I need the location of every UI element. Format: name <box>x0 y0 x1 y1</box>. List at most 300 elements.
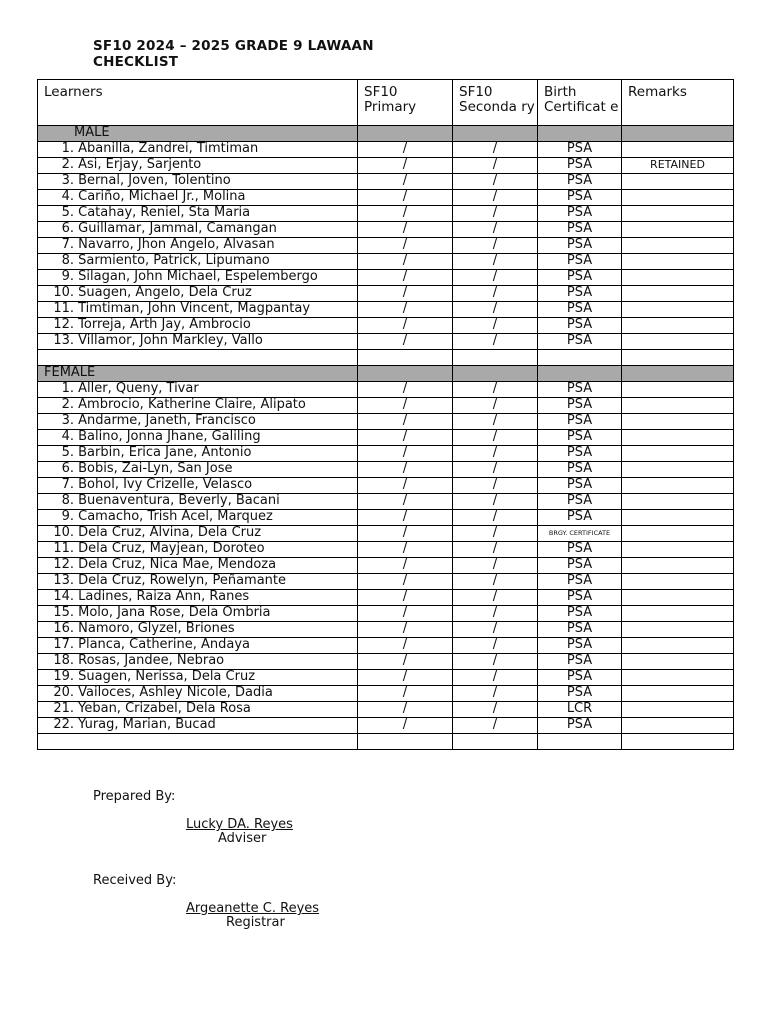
sf10-secondary-cell: / <box>453 222 538 238</box>
sf10-primary-cell: / <box>358 494 453 510</box>
blank-cell <box>453 350 538 366</box>
learner-name: Ambrocio, Katherine Claire, Alipato <box>78 397 306 412</box>
learner-name: Dela Cruz, Nica Mae, Mendoza <box>78 557 277 572</box>
table-row <box>38 334 734 350</box>
remarks-cell <box>622 702 734 718</box>
birth-certificate-cell: LCR <box>538 702 622 718</box>
learner-name: Planca, Catherine, Andaya <box>78 637 251 652</box>
sf10-primary-cell: / <box>358 382 453 398</box>
birth-certificate-cell: PSA <box>538 654 622 670</box>
learner-number: 12. <box>53 317 74 332</box>
learner-number: 1. <box>61 141 74 156</box>
section-male-row <box>38 126 734 142</box>
table-row <box>38 494 734 510</box>
learner-number: 7. <box>61 477 74 492</box>
learner-name: Dela Cruz, Rowelyn, Peñamante <box>78 573 286 588</box>
birth-certificate-cell: PSA <box>538 254 622 270</box>
remarks-cell <box>622 286 734 302</box>
remarks-cell <box>622 590 734 606</box>
table-row <box>38 382 734 398</box>
remarks-cell <box>622 430 734 446</box>
birth-certificate-cell: PSA <box>538 286 622 302</box>
blank-cell <box>358 350 453 366</box>
birth-certificate-cell: PSA <box>538 206 622 222</box>
blank-cell <box>538 350 622 366</box>
learner-number: 7. <box>61 237 74 252</box>
section-label-male: MALE <box>38 126 358 142</box>
learner-name: Sarmiento, Patrick, Lipumano <box>78 253 270 268</box>
sf10-secondary-cell: / <box>453 158 538 174</box>
table-row <box>38 318 734 334</box>
birth-certificate-cell: PSA <box>538 718 622 734</box>
learner-name: Vailoces, Ashley Nicole, Dadia <box>78 685 273 700</box>
learner-number: 14. <box>53 589 74 604</box>
sf10-primary-cell: / <box>358 238 453 254</box>
header-sf10-secondary: SF10 Seconda ry <box>453 80 538 126</box>
blank-cell <box>358 734 453 750</box>
sf10-primary-cell: / <box>358 686 453 702</box>
table-row <box>38 238 734 254</box>
sf10-secondary-cell: / <box>453 606 538 622</box>
table-row <box>38 526 734 542</box>
sf10-secondary-cell: / <box>453 318 538 334</box>
sf10-primary-cell: / <box>358 654 453 670</box>
learner-name: Andarme, Janeth, Francisco <box>78 413 256 428</box>
learner-cell <box>38 430 358 446</box>
learner-number: 17. <box>53 637 74 652</box>
learner-number: 11. <box>53 301 74 316</box>
learner-name: Cariño, Michael Jr., Molina <box>78 189 246 204</box>
learner-cell <box>38 334 358 350</box>
birth-certificate-cell: PSA <box>538 158 622 174</box>
learner-cell <box>38 382 358 398</box>
table-row <box>38 638 734 654</box>
learner-cell <box>38 558 358 574</box>
sf10-primary-cell: / <box>358 446 453 462</box>
birth-certificate-cell: PSA <box>538 430 622 446</box>
blank-row <box>38 350 734 366</box>
sf10-secondary-cell: / <box>453 494 538 510</box>
table-row <box>38 670 734 686</box>
learner-cell <box>38 302 358 318</box>
sf10-primary-cell: / <box>358 254 453 270</box>
sf10-primary-cell: / <box>358 286 453 302</box>
table-row <box>38 574 734 590</box>
sf10-secondary-cell: / <box>453 574 538 590</box>
birth-certificate-cell: BRGY. CERTIFICATE <box>538 526 622 542</box>
blank-cell <box>453 734 538 750</box>
sf10-primary-cell: / <box>358 542 453 558</box>
birth-certificate-cell: PSA <box>538 462 622 478</box>
learner-name: Dela Cruz, Alvina, Dela Cruz <box>78 525 262 540</box>
sf10-secondary-cell: / <box>453 174 538 190</box>
learner-name: Aller, Queny, Tivar <box>78 381 199 396</box>
received-by-role: Registrar <box>226 915 285 930</box>
table-row <box>38 686 734 702</box>
sf10-secondary-cell: / <box>453 526 538 542</box>
birth-certificate-cell: PSA <box>538 622 622 638</box>
table-row <box>38 158 734 174</box>
learner-cell <box>38 238 358 254</box>
remarks-cell <box>622 270 734 286</box>
sf10-primary-cell: / <box>358 206 453 222</box>
learner-name: Abanilla, Zandrei, Timtiman <box>78 141 259 156</box>
remarks-cell <box>622 414 734 430</box>
sf10-secondary-cell: / <box>453 206 538 222</box>
learner-number: 13. <box>53 573 74 588</box>
remarks-cell <box>622 334 734 350</box>
remarks-cell <box>622 558 734 574</box>
learner-cell <box>38 414 358 430</box>
sf10-primary-cell: / <box>358 718 453 734</box>
learner-number: 4. <box>61 189 74 204</box>
birth-certificate-cell: PSA <box>538 270 622 286</box>
table-row <box>38 606 734 622</box>
sf10-primary-cell: / <box>358 158 453 174</box>
sf10-primary-cell: / <box>358 510 453 526</box>
remarks-cell <box>622 318 734 334</box>
remarks-cell <box>622 494 734 510</box>
learner-cell <box>38 718 358 734</box>
learner-name: Yurag, Marian, Bucad <box>78 717 216 732</box>
learner-cell <box>38 398 358 414</box>
learner-cell <box>38 254 358 270</box>
remarks-cell <box>622 190 734 206</box>
remarks-cell <box>622 222 734 238</box>
learner-number: 8. <box>61 253 74 268</box>
sf10-primary-cell: / <box>358 174 453 190</box>
table-row <box>38 478 734 494</box>
header-birth-certificate: Birth Certificat e <box>538 80 622 126</box>
birth-certificate-cell: PSA <box>538 542 622 558</box>
blank-cell <box>38 350 358 366</box>
learner-number: 6. <box>61 461 74 476</box>
birth-certificate-cell: PSA <box>538 222 622 238</box>
learner-number: 1. <box>61 381 74 396</box>
learner-number: 19. <box>53 669 74 684</box>
blank-cell <box>622 350 734 366</box>
learner-name: Balino, Jonna Jhane, Galiling <box>78 429 261 444</box>
sf10-primary-cell: / <box>358 222 453 238</box>
birth-certificate-cell: PSA <box>538 238 622 254</box>
sf10-secondary-cell: / <box>453 462 538 478</box>
remarks-cell <box>622 478 734 494</box>
learner-number: 16. <box>53 621 74 636</box>
learner-cell <box>38 526 358 542</box>
sf10-secondary-cell: / <box>453 270 538 286</box>
remarks-cell <box>622 622 734 638</box>
learner-cell <box>38 270 358 286</box>
blank-cell <box>622 734 734 750</box>
learner-name: Rosas, Jandee, Nebrao <box>78 653 225 668</box>
prepared-by-role: Adviser <box>218 831 267 846</box>
header-learners: Learners <box>38 80 358 126</box>
birth-certificate-cell: PSA <box>538 606 622 622</box>
birth-certificate-cell: PSA <box>538 174 622 190</box>
learner-cell <box>38 686 358 702</box>
header-row <box>38 80 734 126</box>
birth-certificate-cell: PSA <box>538 142 622 158</box>
sf10-secondary-cell: / <box>453 142 538 158</box>
birth-certificate-cell: PSA <box>538 558 622 574</box>
learner-cell <box>38 190 358 206</box>
remarks-cell: RETAINED <box>622 158 734 174</box>
sf10-primary-cell: / <box>358 398 453 414</box>
blank-row <box>38 734 734 750</box>
sf10-primary-cell: / <box>358 574 453 590</box>
section-label-female: FEMALE <box>38 366 358 382</box>
learner-number: 18. <box>53 653 74 668</box>
learner-cell <box>38 606 358 622</box>
sf10-primary-cell: / <box>358 478 453 494</box>
table-row <box>38 542 734 558</box>
learner-cell <box>38 670 358 686</box>
sf10-primary-cell: / <box>358 430 453 446</box>
learner-name: Yeban, Crizabel, Dela Rosa <box>78 701 251 716</box>
remarks-cell <box>622 574 734 590</box>
learner-cell <box>38 222 358 238</box>
sf10-secondary-cell: / <box>453 238 538 254</box>
sf10-secondary-cell: / <box>453 670 538 686</box>
remarks-cell <box>622 654 734 670</box>
learner-cell <box>38 478 358 494</box>
sf10-secondary-cell: / <box>453 718 538 734</box>
learner-cell <box>38 174 358 190</box>
section-cell <box>622 366 734 382</box>
learner-name: Torreja, Arth Jay, Ambrocio <box>78 317 251 332</box>
learner-cell <box>38 574 358 590</box>
birth-certificate-cell: PSA <box>538 190 622 206</box>
sf10-secondary-cell: / <box>453 446 538 462</box>
sf10-primary-cell: / <box>358 526 453 542</box>
table-row <box>38 590 734 606</box>
sf10-primary-cell: / <box>358 606 453 622</box>
learner-cell <box>38 702 358 718</box>
learner-number: 5. <box>61 445 74 460</box>
table-row <box>38 398 734 414</box>
table-row <box>38 558 734 574</box>
section-female-row <box>38 366 734 382</box>
sf10-primary-cell: / <box>358 590 453 606</box>
sf10-secondary-cell: / <box>453 654 538 670</box>
table-row <box>38 414 734 430</box>
learner-name: Guillamar, Jammal, Camangan <box>78 221 277 236</box>
learner-number: 13. <box>53 333 74 348</box>
sf10-primary-cell: / <box>358 462 453 478</box>
received-by-name: Argeanette C. Reyes <box>186 901 320 916</box>
remarks-cell <box>622 686 734 702</box>
section-cell <box>538 366 622 382</box>
birth-certificate-cell: PSA <box>538 446 622 462</box>
learner-name: Barbin, Erica Jane, Antonio <box>78 445 252 460</box>
sf10-primary-cell: / <box>358 622 453 638</box>
learner-number: 2. <box>61 397 74 412</box>
learner-cell <box>38 142 358 158</box>
learner-name: Bohol, Ivy Crizelle, Velasco <box>78 477 253 492</box>
birth-certificate-cell: PSA <box>538 302 622 318</box>
learner-name: Camacho, Trish Acel, Marquez <box>78 509 273 524</box>
birth-certificate-cell: PSA <box>538 318 622 334</box>
remarks-cell <box>622 526 734 542</box>
learner-name: Dela Cruz, Mayjean, Doroteo <box>78 541 265 556</box>
learner-number: 10. <box>53 285 74 300</box>
birth-certificate-cell: PSA <box>538 398 622 414</box>
learner-cell <box>38 318 358 334</box>
learner-cell <box>38 622 358 638</box>
sf10-secondary-cell: / <box>453 414 538 430</box>
learner-number: 3. <box>61 413 74 428</box>
table-row <box>38 430 734 446</box>
learner-cell <box>38 590 358 606</box>
birth-certificate-cell: PSA <box>538 574 622 590</box>
table-row <box>38 142 734 158</box>
birth-certificate-cell: PSA <box>538 590 622 606</box>
learner-name: Suagen, Nerissa, Dela Cruz <box>78 669 256 684</box>
table-row <box>38 286 734 302</box>
learner-name: Buenaventura, Beverly, Bacani <box>78 493 280 508</box>
learner-number: 10. <box>53 525 74 540</box>
blank-cell <box>538 734 622 750</box>
sf10-secondary-cell: / <box>453 542 538 558</box>
remarks-cell <box>622 174 734 190</box>
blank-cell <box>38 734 358 750</box>
sf10-secondary-cell: / <box>453 590 538 606</box>
sf10-secondary-cell: / <box>453 510 538 526</box>
header-remarks: Remarks <box>622 80 734 126</box>
table-row <box>38 302 734 318</box>
table-row <box>38 622 734 638</box>
sf10-secondary-cell: / <box>453 622 538 638</box>
learner-number: 2. <box>61 157 74 172</box>
table-row <box>38 174 734 190</box>
learner-name: Suagen, Angelo, Dela Cruz <box>78 285 252 300</box>
learner-name: Catahay, Reniel, Sta Maria <box>78 205 251 220</box>
learner-cell <box>38 542 358 558</box>
birth-certificate-cell: PSA <box>538 638 622 654</box>
birth-certificate-cell: PSA <box>538 670 622 686</box>
sf10-primary-cell: / <box>358 142 453 158</box>
learner-number: 8. <box>61 493 74 508</box>
remarks-cell <box>622 254 734 270</box>
sf10-primary-cell: / <box>358 190 453 206</box>
table-row <box>38 654 734 670</box>
sf10-primary-cell: / <box>358 334 453 350</box>
sf10-secondary-cell: / <box>453 382 538 398</box>
sf10-secondary-cell: / <box>453 398 538 414</box>
sf10-secondary-cell: / <box>453 558 538 574</box>
sf10-secondary-cell: / <box>453 286 538 302</box>
learner-cell <box>38 462 358 478</box>
sf10-secondary-cell: / <box>453 302 538 318</box>
learner-number: 21. <box>53 701 74 716</box>
table-row <box>38 222 734 238</box>
table-row <box>38 254 734 270</box>
learner-name: Namoro, Glyzel, Briones <box>78 621 235 636</box>
remarks-cell <box>622 142 734 158</box>
remarks-cell <box>622 446 734 462</box>
learner-number: 3. <box>61 173 74 188</box>
remarks-cell <box>622 238 734 254</box>
birth-certificate-cell: PSA <box>538 334 622 350</box>
learner-cell <box>38 446 358 462</box>
learner-name: Asi, Erjay, Sarjento <box>78 157 202 172</box>
learner-cell <box>38 206 358 222</box>
learner-cell <box>38 158 358 174</box>
remarks-cell <box>622 542 734 558</box>
learner-name: Molo, Jana Rose, Dela Ombria <box>78 605 271 620</box>
sf10-primary-cell: / <box>358 670 453 686</box>
table-row <box>38 718 734 734</box>
sf10-primary-cell: / <box>358 318 453 334</box>
learner-cell <box>38 654 358 670</box>
learner-name: Ladines, Raiza Ann, Ranes <box>78 589 250 604</box>
birth-certificate-cell: PSA <box>538 382 622 398</box>
sf10-secondary-cell: / <box>453 254 538 270</box>
table-row <box>38 702 734 718</box>
received-by-label: Received By: <box>93 873 177 888</box>
remarks-cell <box>622 302 734 318</box>
remarks-cell <box>622 398 734 414</box>
learner-number: 22. <box>53 717 74 732</box>
section-cell <box>358 366 453 382</box>
remarks-cell <box>622 462 734 478</box>
prepared-by-name: Lucky DA. Reyes <box>186 817 293 832</box>
remarks-cell <box>622 206 734 222</box>
header-sf10-primary: SF10 Primary <box>358 80 453 126</box>
learner-name: Navarro, Jhon Angelo, Alvasan <box>78 237 275 252</box>
learner-cell <box>38 510 358 526</box>
learner-name: Villamor, John Markley, Vallo <box>78 333 263 348</box>
sf10-primary-cell: / <box>358 270 453 286</box>
learner-name: Silagan, John Michael, Espelembergo <box>78 269 318 284</box>
learner-number: 6. <box>61 221 74 236</box>
birth-certificate-cell: PSA <box>538 494 622 510</box>
remarks-cell <box>622 382 734 398</box>
section-cell <box>453 366 538 382</box>
birth-certificate-cell: PSA <box>538 686 622 702</box>
remarks-cell <box>622 670 734 686</box>
learner-cell <box>38 638 358 654</box>
learner-number: 4. <box>61 429 74 444</box>
learner-number: 9. <box>61 269 74 284</box>
birth-certificate-cell: PSA <box>538 478 622 494</box>
birth-certificate-cell: PSA <box>538 414 622 430</box>
remarks-cell <box>622 606 734 622</box>
table-row <box>38 446 734 462</box>
table-row <box>38 206 734 222</box>
table-body <box>38 126 734 750</box>
remarks-cell <box>622 510 734 526</box>
document-title: SF10 2024 – 2025 GRADE 9 LAWAAN CHECKLIST <box>93 38 374 70</box>
sf10-secondary-cell: / <box>453 702 538 718</box>
sf10-secondary-cell: / <box>453 478 538 494</box>
sf10-primary-cell: / <box>358 302 453 318</box>
sf10-secondary-cell: / <box>453 190 538 206</box>
learner-name: Timtiman, John Vincent, Magpantay <box>78 301 311 316</box>
learner-number: 12. <box>53 557 74 572</box>
learner-name: Bobis, Zai-Lyn, San Jose <box>78 461 233 476</box>
sf10-secondary-cell: / <box>453 638 538 654</box>
learner-number: 5. <box>61 205 74 220</box>
prepared-by-label: Prepared By: <box>93 789 176 804</box>
learner-number: 20. <box>53 685 74 700</box>
checklist-table <box>37 79 734 750</box>
learner-cell <box>38 286 358 302</box>
learner-cell <box>38 494 358 510</box>
learner-name: Bernal, Joven, Tolentino <box>78 173 231 188</box>
sf10-primary-cell: / <box>358 414 453 430</box>
learner-number: 11. <box>53 541 74 556</box>
